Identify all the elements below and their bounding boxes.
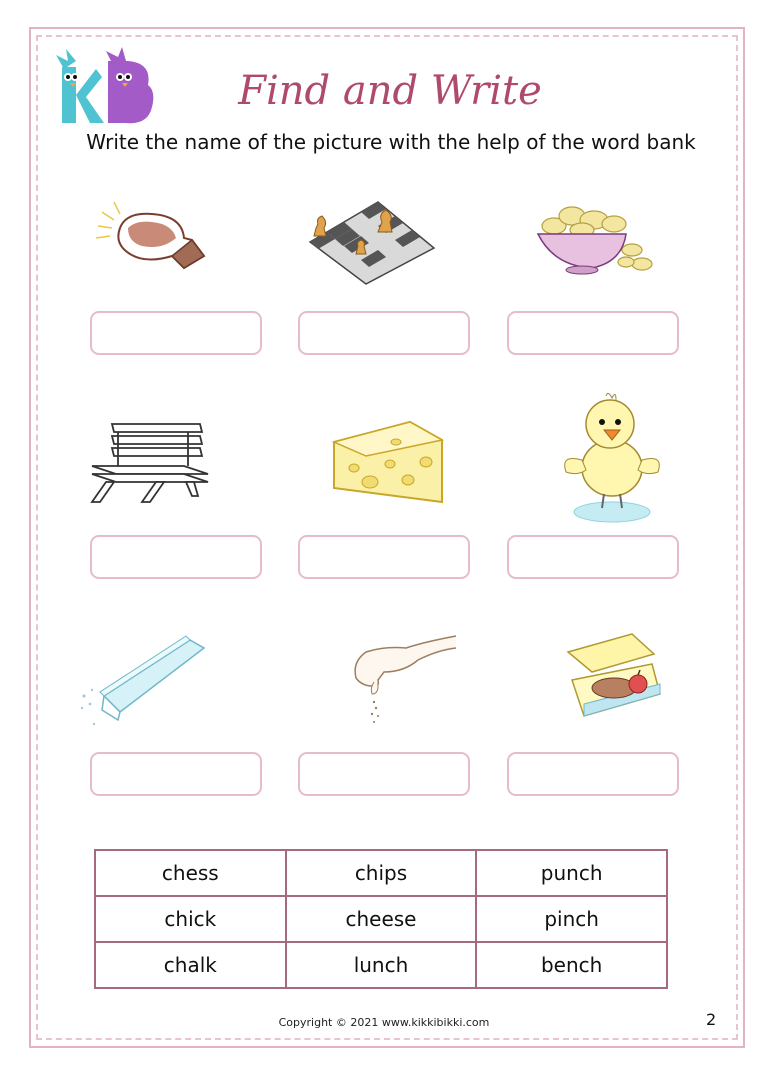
pinch-hand-icon bbox=[344, 632, 460, 728]
lunch-box-icon bbox=[562, 630, 668, 726]
answer-box-9[interactable] bbox=[507, 752, 679, 796]
answer-box-2[interactable] bbox=[298, 311, 470, 355]
chick-icon bbox=[560, 390, 664, 524]
word-bank-table bbox=[94, 849, 668, 989]
word-bank-cell: chess bbox=[95, 850, 286, 896]
answer-box-7[interactable] bbox=[90, 752, 262, 796]
word-bank-cell: pinch bbox=[476, 896, 667, 942]
word-bank-cell: cheese bbox=[286, 896, 477, 942]
cheese-icon bbox=[330, 418, 446, 504]
instructions: Write the name of the picture with the help of the word bank bbox=[86, 130, 696, 154]
answer-box-3[interactable] bbox=[507, 311, 679, 355]
word-bank-row bbox=[95, 896, 667, 942]
page-title: Find and Write bbox=[238, 68, 542, 114]
word-bank-cell: chalk bbox=[95, 942, 286, 988]
answer-box-4[interactable] bbox=[90, 535, 262, 579]
word-bank-cell: bench bbox=[476, 942, 667, 988]
word-bank-cell: lunch bbox=[286, 942, 477, 988]
answer-box-1[interactable] bbox=[90, 311, 262, 355]
word-bank-cell: punch bbox=[476, 850, 667, 896]
word-bank-row bbox=[95, 850, 667, 896]
word-bank-cell: chick bbox=[95, 896, 286, 942]
bench-icon bbox=[88, 420, 210, 504]
chess-board-icon bbox=[306, 196, 438, 286]
chips-bowl-icon bbox=[532, 202, 656, 276]
answer-box-5[interactable] bbox=[298, 535, 470, 579]
word-bank-cell: chips bbox=[286, 850, 477, 896]
copyright-text: Copyright © 2021 www.kikkibikki.com bbox=[278, 1016, 490, 1029]
chalk-icon bbox=[74, 634, 208, 732]
word-bank-row bbox=[95, 942, 667, 988]
page-number: 2 bbox=[706, 1010, 717, 1029]
answer-box-6[interactable] bbox=[507, 535, 679, 579]
boxing-glove-icon bbox=[92, 198, 212, 272]
answer-box-8[interactable] bbox=[298, 752, 470, 796]
